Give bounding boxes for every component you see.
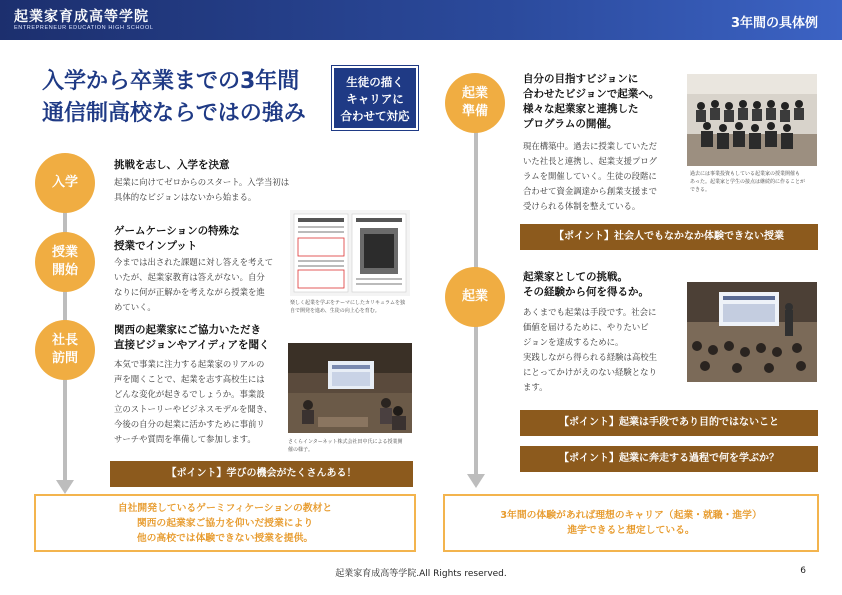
- presentation-photo: [687, 282, 817, 382]
- right-summary-box: 3年間の体験があれば理想のキャリア（起業・就職・進学） 進学できると想定している。: [443, 494, 819, 552]
- step-body-startup: あくまでも起業は手段です。社会に 価値を届けるために、やりたいビ ジョンを達成するために。 実践しながら得られる経験は高校生 にとってかけがえのない経験となり ます。: [523, 307, 657, 392]
- header-title: 3年間の具体例: [730, 16, 818, 31]
- step-circle-enrollment: 入学: [35, 153, 95, 213]
- curriculum-image-caption: 楽しく起業を学ぶをテーマにしたカリキュラムを独 自で開発を進め、生徒の向上心を育む。: [290, 300, 405, 314]
- left-timeline-arrow: [56, 480, 74, 494]
- career-badge-line-1: 生徒の描く: [346, 75, 404, 89]
- step-circle-startup-prep: 起業 準備: [445, 73, 505, 133]
- left-summary-box: 自社開発しているゲーミフィケーションの教材と 関西の起業家ご協力を仰いだ授業により 他の高校では体験できない授業を提供。: [34, 494, 416, 552]
- step-circle-ceo-visit: 社長 訪問: [35, 320, 95, 380]
- step-heading-class-start: ゲームケーションの特殊な 授業でインプット: [114, 225, 240, 252]
- left-point-bar: 【ポイント】学びの機会がたくさんある！: [110, 461, 413, 487]
- step-body-class-start: 今までは出された課題に対し答えを考えて いたが、起業家教育は答えがない。自分 なりに何が正解かを考えながら授業を進 めていく。: [114, 257, 274, 312]
- step-body-enrollment: 起業に向けてゼロからのスタート。入学当初は 具体的なビジョンはないから始まる。: [114, 177, 290, 202]
- footer-copyright: 起業家育成高等学院.All Rights reserved.: [335, 569, 507, 579]
- group-photo-caption: 過去には事業投資もしている起業家の授業開催も あった。起業家と学生の接点は継続的に作ることが できる。: [690, 171, 805, 193]
- step-heading-startup: 起業家としての挑戦。 その経験から何を得るか。: [523, 271, 649, 298]
- step-circle-class-start: 授業 開始: [35, 232, 95, 292]
- page-title-line-2: 通信制高校ならではの強み: [42, 101, 306, 126]
- seminar-photo: [288, 343, 412, 433]
- right-point-bar-3: 【ポイント】起業に奔走する過程で何を学ぶか？: [520, 446, 818, 472]
- right-point-bar-1: 【ポイント】社会人でもなかなか体験できない授業: [520, 224, 818, 250]
- curriculum-worksheet-image: [290, 210, 410, 296]
- page-header: [0, 0, 842, 40]
- brand-name: 起業家育成高等学院: [14, 9, 149, 25]
- step-heading-enrollment: 挑戦を志し、入学を決意: [114, 159, 230, 171]
- page-number: 6: [800, 566, 806, 576]
- career-badge-line-2: キャリアに: [346, 92, 404, 106]
- brand-subtitle: ENTREPRENEUR EDUCATION HIGH SCHOOL: [14, 25, 154, 31]
- step-heading-ceo-visit: 関西の起業家にご協力いただき 直接ビジョンやアイディアを聞く: [114, 324, 270, 351]
- step-body-startup-prep: 現在構築中。過去に授業していただ いた社長と連携し、起業支援プログ ラムを開催していく。生徒の段階に 合わせて資金調達から創業支援まで 受けられる体制を整えている。: [523, 141, 657, 211]
- page-title: [42, 66, 306, 130]
- seminar-photo-caption: さくらインターネット株式会社田中氏による授業開 催の様子。: [288, 439, 403, 453]
- step-heading-startup-prep: 自分の目指すビジョンに 合わせたビジョンで起業へ。 様々な起業家と連携した プログラムの開催。: [523, 73, 660, 130]
- career-badge: [332, 66, 418, 130]
- page-title-line-1: 入学から卒業までの3年間: [42, 69, 300, 94]
- entrepreneur-group-photo: [687, 74, 817, 166]
- step-circle-startup: 起業: [445, 267, 505, 327]
- right-timeline-arrow: [467, 474, 485, 488]
- step-body-ceo-visit: 本気で事業に注力する起業家のリアルの 声を聞くことで、起業を志す高校生には どんな変化が起きるでしょうか。事業設 立のストーリーやビジネスモデルを聞き、 今後の自分の起業に活かすために事前リ サーチや質問を準備して参加します。: [114, 359, 273, 444]
- right-point-bar-2: 【ポイント】起業は手段であり目的ではないこと: [520, 410, 818, 436]
- career-badge-line-3: 合わせて対応: [340, 109, 410, 123]
